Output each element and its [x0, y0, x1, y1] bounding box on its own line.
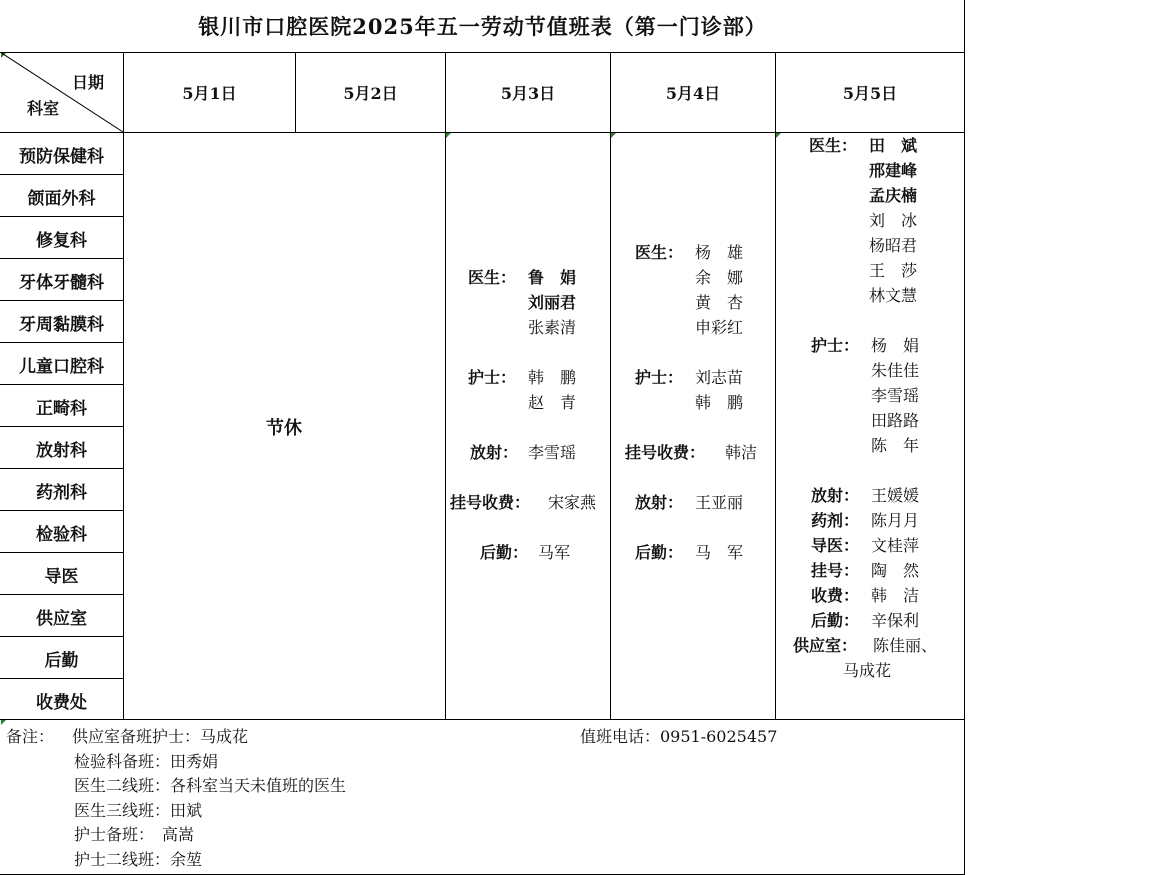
staff-name: 鲁 娟	[528, 268, 577, 287]
holiday-cell: 节休	[266, 417, 302, 439]
fee-label: 收费：	[811, 586, 860, 605]
staff-name: 邢建峰	[869, 161, 918, 180]
date-header-may4: 5月4日	[665, 84, 721, 103]
department-cell: 后勤	[44, 650, 79, 671]
notes-line: 护士备班： 高嵩	[74, 825, 195, 844]
staff-name: 王媛媛	[871, 486, 920, 505]
staff-name: 杨 娟	[871, 336, 920, 355]
pharmacy-label: 药剂：	[811, 511, 860, 530]
staff-name: 张素清	[528, 318, 577, 337]
doctor-label: 医生：	[468, 268, 517, 287]
staff-name: 王亚丽	[695, 493, 744, 512]
doctor-label: 医生：	[635, 243, 684, 262]
department-cell: 导医	[44, 566, 79, 587]
staff-name: 田路路	[871, 411, 920, 430]
staff-name: 刘丽君	[528, 293, 577, 312]
registration-label: 挂号收费：	[625, 443, 706, 462]
staff-name: 申彩红	[695, 318, 744, 337]
department-cell: 供应室	[36, 608, 87, 629]
staff-name: 马军	[538, 543, 571, 562]
staff-name: 杨 雄	[695, 243, 744, 262]
staff-name: 李雪瑶	[528, 443, 577, 462]
staff-name: 余 娜	[695, 268, 744, 287]
page-title: 银川市口腔医院2025年五一劳动节值班表（第一门诊部）	[198, 14, 767, 39]
staff-name: 赵 青	[528, 393, 577, 412]
registration-label: 挂号收费：	[450, 493, 531, 512]
staff-name: 马成花	[843, 661, 892, 680]
supply-label: 供应室：	[793, 636, 858, 655]
date-header-may5: 5月5日	[842, 84, 898, 103]
may4-duty-cell	[611, 133, 775, 719]
department-cell: 牙周黏膜科	[19, 314, 104, 335]
staff-name: 刘 冰	[869, 211, 918, 230]
nurse-label: 护士：	[635, 368, 684, 387]
department-cell: 颌面外科	[27, 188, 96, 209]
department-cell: 预防保健科	[19, 146, 104, 167]
registration-label: 挂号：	[811, 561, 860, 580]
notes-label: 备注：	[6, 727, 55, 746]
may5-duty-cell	[776, 133, 964, 719]
date-header-may2: 5月2日	[343, 84, 398, 103]
notes-line: 备注： 供应室备班护士：马成花	[6, 727, 249, 746]
department-cell: 儿童口腔科	[19, 356, 104, 377]
staff-name: 王 莎	[869, 261, 918, 280]
corner-dept-label: 科室	[27, 99, 60, 118]
corner-date-label: 日期	[72, 73, 105, 92]
date-header-may1: 5月1日	[182, 84, 237, 103]
notes-block	[6, 725, 346, 872]
department-cell: 检验科	[36, 524, 87, 545]
staff-name: 孟庆楠	[869, 186, 918, 205]
staff-name: 马 军	[695, 543, 744, 562]
notes-line: 医生三线班：田斌	[74, 800, 203, 820]
radiology-label: 放射：	[635, 493, 684, 512]
nurse-label: 护士：	[468, 368, 517, 387]
staff-name: 田 斌	[869, 136, 918, 155]
staff-name: 刘志苗	[695, 368, 744, 387]
staff-name: 陈 年	[871, 436, 920, 455]
department-cell: 放射科	[36, 440, 87, 461]
department-cell: 正畸科	[36, 398, 87, 419]
logistics-label: 后勤：	[635, 543, 684, 562]
staff-name: 李雪瑶	[871, 386, 920, 405]
staff-name: 陈佳丽、	[873, 636, 938, 655]
grid-line	[964, 0, 965, 875]
staff-name: 陈月月	[871, 511, 920, 530]
radiology-label: 放射：	[470, 443, 519, 462]
staff-name: 韩 鹏	[528, 368, 577, 387]
department-cell: 修复科	[36, 230, 87, 251]
doctor-label: 医生：	[809, 136, 858, 155]
notes-line: 医生二线班：各科室当天未值班的医生	[74, 776, 347, 795]
staff-name: 韩 洁	[871, 586, 920, 605]
radiology-label: 放射：	[811, 486, 860, 505]
staff-name: 朱佳佳	[871, 361, 920, 380]
department-cell: 收费处	[36, 692, 87, 713]
date-header-may3: 5月3日	[500, 84, 556, 103]
staff-name: 陶 然	[871, 561, 920, 580]
staff-name: 辛保利	[871, 611, 920, 630]
staff-name: 林文慧	[869, 286, 918, 305]
may3-duty-cell	[446, 133, 610, 719]
staff-name: 杨昭君	[869, 236, 918, 255]
guide-label: 导医：	[811, 536, 860, 555]
logistics-label: 后勤：	[811, 611, 860, 630]
logistics-label: 后勤：	[480, 543, 529, 562]
staff-name: 黄 杏	[695, 293, 744, 312]
department-cell: 药剂科	[36, 482, 87, 503]
notes-line: 护士二线班：余堃	[74, 849, 203, 869]
staff-name: 宋家燕	[548, 493, 597, 512]
duty-phone: 值班电话：0951-6025457	[580, 727, 778, 746]
corner-diagonal	[0, 52, 124, 133]
staff-name: 韩 鹏	[695, 393, 744, 412]
notes-line: 检验科备班：田秀娟	[74, 751, 219, 771]
staff-name: 文桂萍	[871, 536, 920, 555]
department-cell: 牙体牙髓科	[19, 272, 104, 293]
nurse-label: 护士：	[811, 336, 860, 355]
staff-name: 韩洁	[725, 443, 758, 462]
